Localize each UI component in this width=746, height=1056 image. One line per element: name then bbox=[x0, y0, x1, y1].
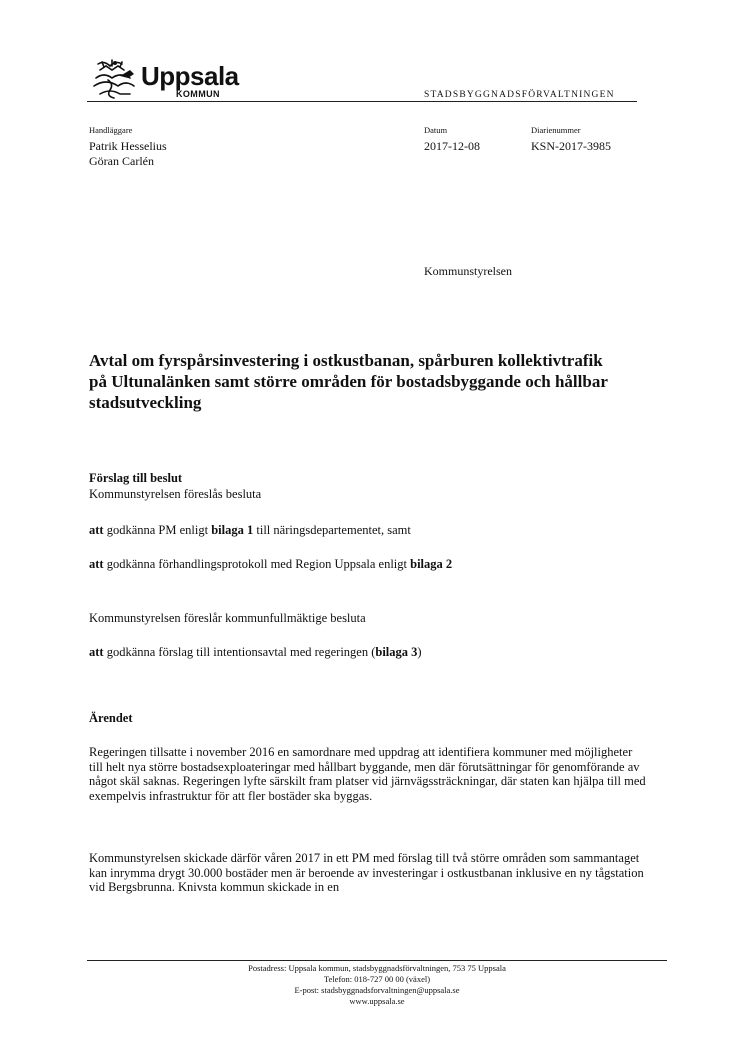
decision-item-1 bbox=[89, 523, 411, 538]
att-keyword: att bbox=[89, 523, 104, 537]
matter-heading: Ärendet bbox=[89, 711, 133, 725]
decision-text: godkänna förhandlingsprotokoll med Region Uppsala enligt bbox=[103, 557, 411, 571]
date-label: Datum bbox=[424, 125, 448, 135]
logo-subtitle: KOMMUN bbox=[176, 89, 220, 99]
decision-text: ) bbox=[417, 645, 422, 659]
decision-item-3 bbox=[89, 645, 422, 660]
proposal-intro: Kommunstyrelsen föreslås besluta bbox=[89, 487, 262, 501]
handler-label: Handläggare bbox=[89, 125, 133, 135]
footer-website-link[interactable]: www.uppsala.se bbox=[349, 996, 405, 1006]
att-keyword: att bbox=[89, 645, 104, 659]
date-value: 2017-12-08 bbox=[424, 139, 480, 153]
appendix-ref: bilaga 1 bbox=[211, 523, 254, 537]
proposal-intro-2: Kommunstyrelsen föreslår kommunfullmäktige besluta bbox=[89, 611, 366, 625]
document-title: Avtal om fyrspårsinvestering i ostkustbanan, spårburen kollektivtrafik på Ultunalänken samt större områden för bostadsbyggande och hållbar stadsutveckling bbox=[89, 351, 608, 412]
diary-label: Diarienummer bbox=[531, 125, 581, 135]
header-divider bbox=[87, 101, 637, 102]
proposal-heading: Förslag till beslut bbox=[89, 471, 183, 485]
handler-name-1: Patrik Hesselius bbox=[89, 139, 167, 153]
decision-item-2 bbox=[89, 557, 452, 572]
appendix-ref: bilaga 3 bbox=[375, 645, 418, 659]
matter-paragraph-2: Kommunstyrelsen skickade därför våren 2017 in ett PM med förslag till två större områden som sammantaget kan inrymma drygt 30.000 bostäder men är beroende av investeringar i ostkustbanan inklusive en ny tågstation vid Bergsbrunna. Knivsta kommun skickade in en bbox=[89, 851, 644, 894]
department-name: STADSBYGGNADSFÖRVALTNINGEN bbox=[424, 90, 615, 100]
footer-address: Postadress: Uppsala kommun, stadsbyggnadsförvaltningen, 753 75 Uppsala bbox=[248, 963, 506, 973]
att-keyword: att bbox=[89, 557, 104, 571]
recipient: Kommunstyrelsen bbox=[424, 264, 512, 278]
logo-wordmark: Uppsala bbox=[141, 61, 239, 91]
handler-name-2: Göran Carlén bbox=[89, 154, 154, 168]
footer-divider bbox=[87, 960, 667, 961]
footer-email[interactable]: E-post: stadsbyggnadsforvaltningen@uppsala.se bbox=[294, 985, 460, 995]
appendix-ref: bilaga 2 bbox=[410, 557, 453, 571]
decision-text: godkänna PM enligt bbox=[103, 523, 212, 537]
decision-text: till näringsdepartementet, samt bbox=[253, 523, 411, 537]
diary-number: KSN-2017-3985 bbox=[531, 139, 611, 153]
decision-text: godkänna förslag till intentionsavtal med regeringen ( bbox=[103, 645, 376, 659]
footer-phone: Telefon: 018-727 00 00 (växel) bbox=[323, 974, 431, 984]
matter-paragraph-1: Regeringen tillsatte i november 2016 en samordnare med uppdrag att identifiera kommuner med möjligheter till helt nya större bostadsexploateringar med hållbart byggande, men där förutsättningar för genomförande av något skäl saknas. Regeringen lyfte särskilt fram platser vid järnvägssträckningar, där staten kan hjälpa till med exempelvis infrastruktur för att fler bostäder ska byggas. bbox=[89, 745, 646, 803]
